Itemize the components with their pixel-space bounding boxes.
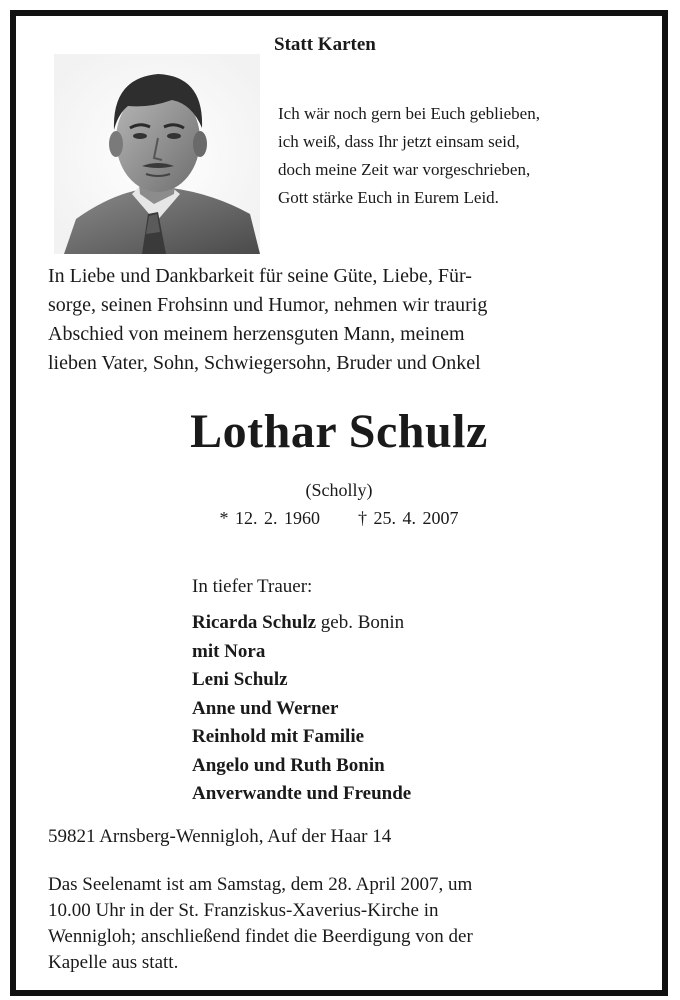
mourner-entry: Anverwandte und Freunde xyxy=(192,783,412,804)
mourner-entry: Reinhold mit Familie xyxy=(192,726,365,747)
mourner-entry: Leni Schulz xyxy=(192,669,288,690)
service-line: Kapelle aus statt. xyxy=(48,952,179,973)
memorial-poem xyxy=(278,100,540,212)
mourner-entry: Ricarda Schulz geb. Bonin xyxy=(192,612,405,633)
deceased-nickname: (Scholly) xyxy=(305,480,373,500)
family-address: 59821 Arnsberg-Wennigloh, Auf der Haar 14 xyxy=(48,826,392,847)
intro-line: In Liebe und Dankbarkeit für seine Güte, Liebe, Für- xyxy=(48,265,472,287)
header-title: Statt Karten xyxy=(274,34,376,55)
service-line: Das Seelenamt ist am Samstag, dem 28. April 2007, um xyxy=(48,874,473,895)
mourner-entry: Angelo und Ruth Bonin xyxy=(192,754,385,776)
poem-line: doch meine Zeit war vorgeschrieben, xyxy=(278,160,531,179)
life-dates xyxy=(16,508,662,529)
death-date: † 25. 4. 2007 xyxy=(358,508,459,528)
portrait-photo xyxy=(54,54,260,254)
poem-line: ich weiß, dass Ihr jetzt einsam seid, xyxy=(278,132,520,151)
intro-paragraph xyxy=(48,262,487,378)
service-details xyxy=(48,872,473,976)
intro-line: lieben Vater, Sohn, Schwiegersohn, Bruder und Onkel xyxy=(48,352,481,374)
mourner-entry: Anne und Werner xyxy=(192,697,339,719)
service-line: 10.00 Uhr in der St. Franziskus-Xaverius-Kirche in xyxy=(48,900,439,921)
mourners-label: In tiefer Trauer: xyxy=(192,576,313,597)
poem-line: Gott stärke Euch in Eurem Leid. xyxy=(278,188,499,207)
deceased-name: Lothar Schulz xyxy=(190,405,488,458)
mourner-entry: mit Nora xyxy=(192,640,266,662)
intro-line: sorge, seinen Frohsinn und Humor, nehmen wir traurig xyxy=(48,294,488,316)
service-line: Wennigloh; anschließend findet die Beerdigung von der xyxy=(48,926,473,947)
birth-date: * 12. 2. 1960 xyxy=(219,508,320,528)
intro-line: Abschied von meinem herzensguten Mann, meinem xyxy=(48,323,465,345)
obituary-card xyxy=(10,10,668,996)
mourners-list xyxy=(192,609,411,809)
poem-line: Ich wär noch gern bei Euch geblieben, xyxy=(278,104,540,123)
